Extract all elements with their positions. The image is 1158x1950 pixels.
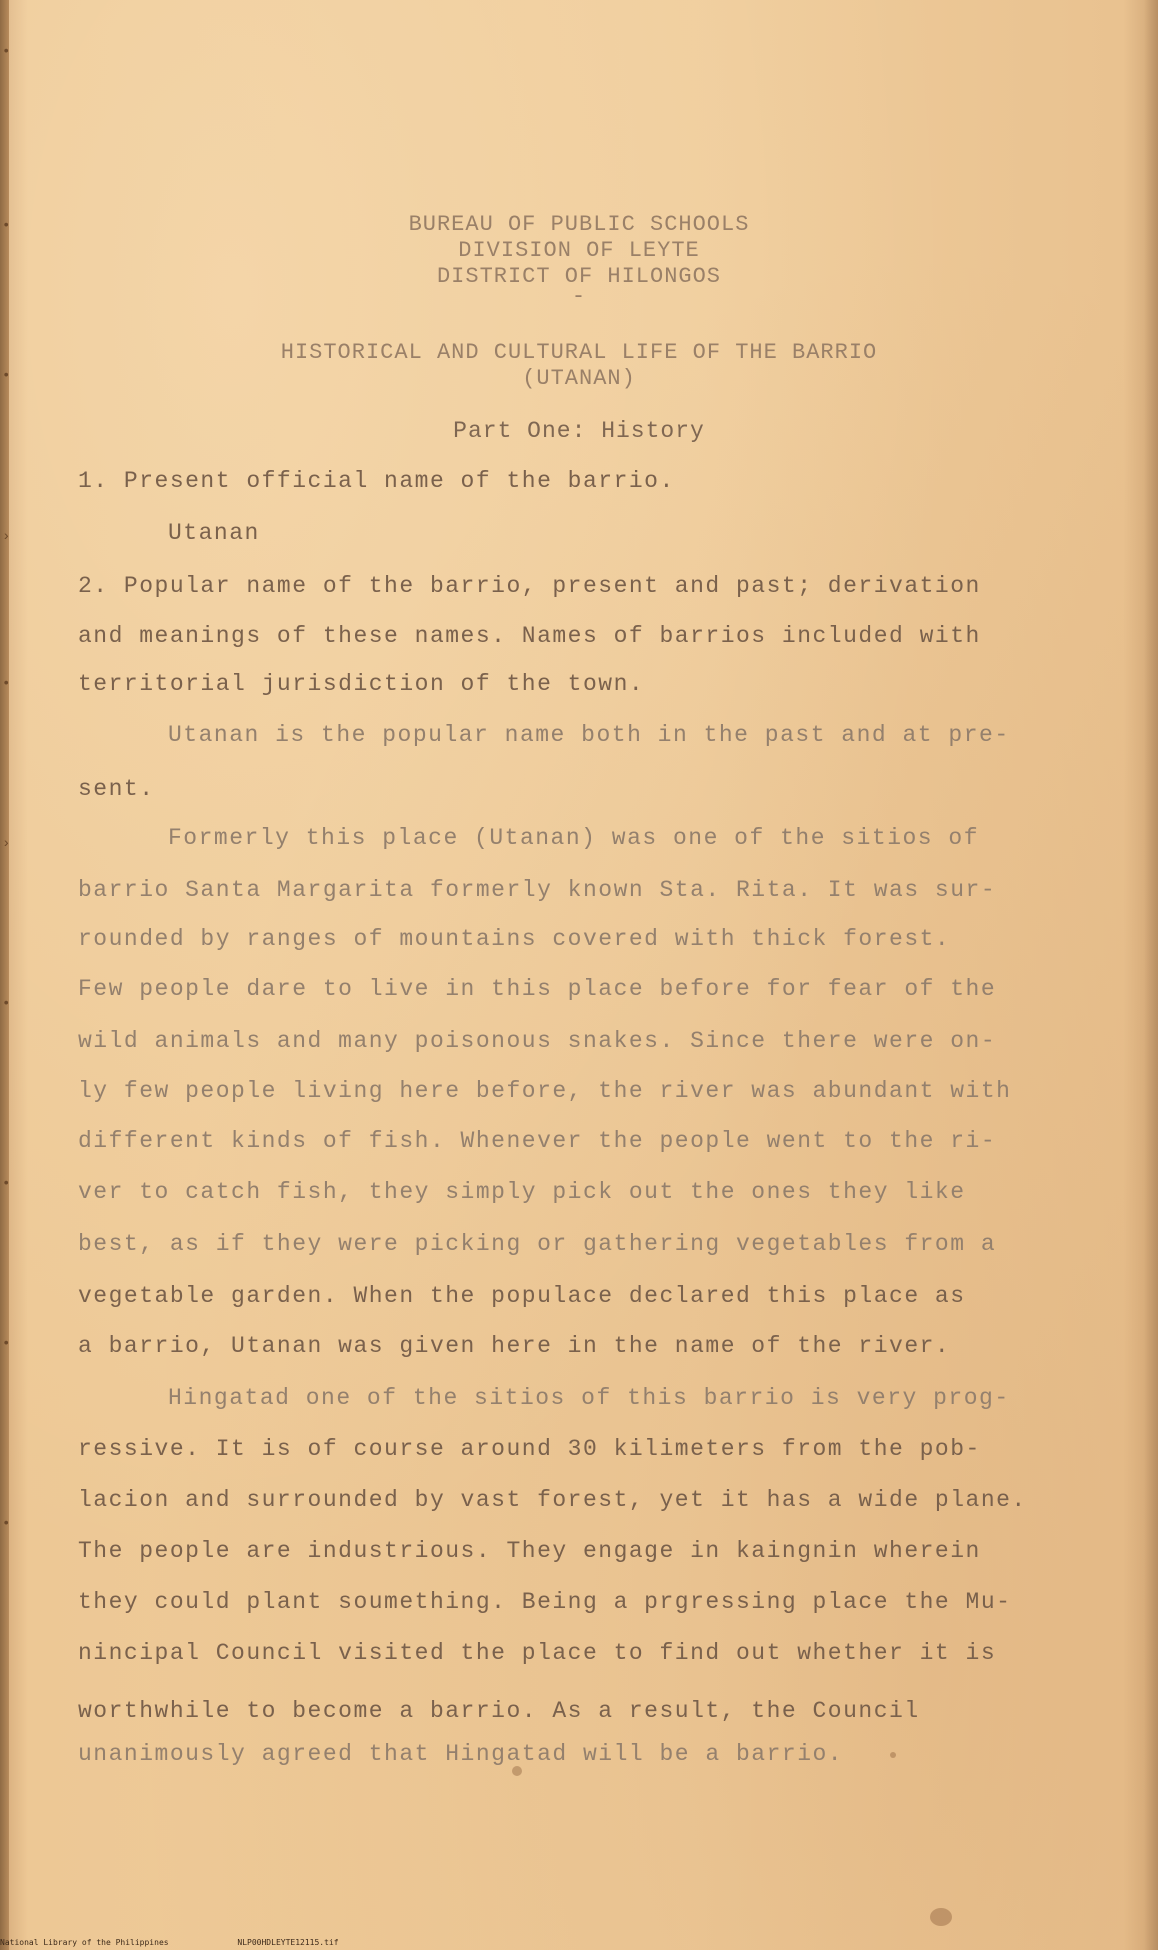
paragraph-2-line: ver to catch fish, they simply pick out the ones they like <box>78 1179 966 1205</box>
ink-stain <box>890 1752 896 1758</box>
paragraph-3-line: nincipal Council visited the place to find out whether it is <box>78 1640 997 1666</box>
paragraph-2-line: vegetable garden. When the populace declared this place as <box>78 1283 966 1309</box>
header-dash: - <box>571 284 587 309</box>
paragraph-3-line: ressive. It is of course around 30 kilimeters from the pob- <box>78 1436 981 1462</box>
binding-mark: • <box>2 218 11 234</box>
paragraph-3-line: lacion and surrounded by vast forest, yet it has a wide plane. <box>78 1487 1027 1513</box>
paragraph-3-line: The people are industrious. They engage in kaingnin wherein <box>78 1538 981 1564</box>
question-1: 1. Present official name of the barrio. <box>78 468 675 494</box>
paragraph-2-line: wild animals and many poisonous snakes. Since there were on- <box>78 1028 997 1054</box>
question-2-line: 2. Popular name of the barrio, present and past; derivation <box>78 573 981 599</box>
question-2-line: and meanings of these names. Names of barrios included with <box>78 623 981 649</box>
binding-mark: › <box>2 836 11 852</box>
header-bureau: BUREAU OF PUBLIC SCHOOLS <box>408 212 750 237</box>
paragraph-3-line: they could plant soumething. Being a prgressing place the Mu- <box>78 1589 1012 1615</box>
question-2-line: territorial jurisdiction of the town. <box>78 671 645 697</box>
library-credit: National Library of the Philippines <box>0 1938 169 1947</box>
binding-mark: • <box>2 1336 11 1352</box>
part-heading: Part One: History <box>453 418 705 444</box>
binding-mark: • <box>2 1176 11 1192</box>
header-division: DIVISION OF LEYTE <box>458 238 700 263</box>
binding-mark: • <box>2 676 11 692</box>
file-identifier: NLP00HDLEYTE12115.tif <box>237 1938 339 1947</box>
paragraph-3-line: worthwhile to become a barrio. As a result, the Council <box>78 1698 920 1724</box>
answer-1: Utanan <box>168 520 260 546</box>
paragraph-2-line: Formerly this place (Utanan) was one of the sitios of <box>168 825 980 851</box>
paragraph-3-line: unanimously agreed that Hingatad will be a barrio. <box>78 1741 844 1767</box>
binding-mark: • <box>2 996 11 1012</box>
binding-mark: • <box>2 368 11 384</box>
document-title: HISTORICAL AND CULTURAL LIFE OF THE BARRIO <box>280 340 878 365</box>
paragraph-2-line: rounded by ranges of mountains covered with thick forest. <box>78 926 951 952</box>
binding-mark: • <box>2 44 11 60</box>
paragraph-1-line: sent. <box>78 776 155 802</box>
paragraph-2-line: different kinds of fish. Whenever the people went to the ri- <box>78 1128 997 1154</box>
paragraph-2-line: a barrio, Utanan was given here in the name of the river. <box>78 1333 951 1359</box>
ink-stain <box>930 1908 952 1926</box>
paragraph-2-line: barrio Santa Margarita formerly known Sta. Rita. It was sur- <box>78 877 997 903</box>
paragraph-2-line: Few people dare to live in this place before for fear of the <box>78 976 997 1002</box>
binding-mark: • <box>2 1516 11 1532</box>
header-district: DISTRICT OF HILONGOS <box>436 264 722 289</box>
binding-mark: › <box>2 529 11 545</box>
document-subtitle: (UTANAN) <box>522 366 636 391</box>
ink-stain <box>512 1766 522 1776</box>
paragraph-2-line: best, as if they were picking or gathering vegetables from a <box>78 1231 997 1257</box>
paragraph-2-line: ly few people living here before, the river was abundant with <box>78 1078 1012 1104</box>
archive-footer <box>0 1938 1158 1947</box>
paragraph-3-line: Hingatad one of the sitios of this barrio is very prog- <box>168 1385 1010 1411</box>
paragraph-1-line: Utanan is the popular name both in the past and at pre- <box>168 722 1010 748</box>
